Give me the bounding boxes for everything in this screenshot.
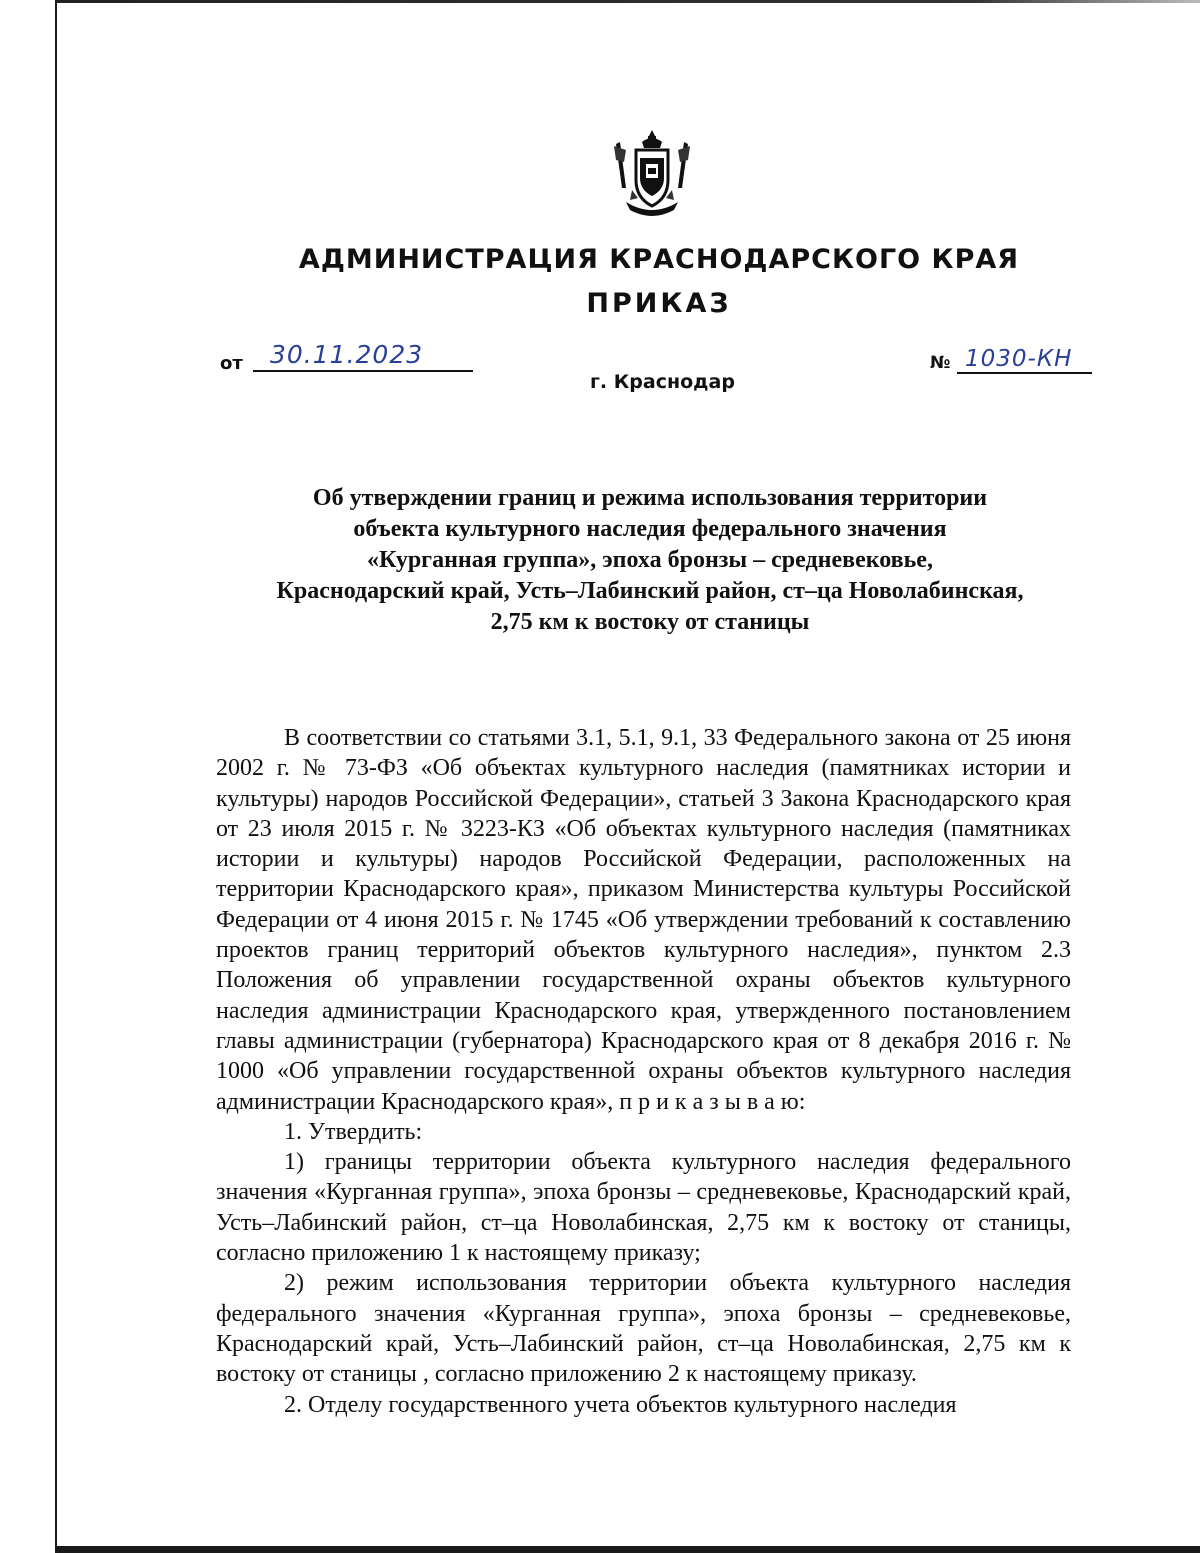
document-title <box>230 483 1070 638</box>
date-label: от <box>220 353 243 374</box>
order-word: п р и к а з ы в а ю: <box>619 1088 806 1115</box>
document-type: ПРИКАЗ <box>586 288 732 319</box>
title-line: объекта культурного наследия федерального значения <box>353 516 947 542</box>
item-1-2: 2) режим использования территории объекта культурного наследия федерального значения «Курганная группа», эпоха бронзы – средневековье, Краснодарский край, Усть–Лабинский район, ст–ца Новолабинская, 2,75 км к востоку от станицы , согласно приложению 2 к настоящему приказу. <box>216 1270 1071 1388</box>
scan-edge-left <box>55 0 57 1553</box>
title-line: 2,75 км к востоку от станицы <box>490 609 810 635</box>
item-2: 2. Отделу государственного учета объектов культурного наследия <box>284 1391 957 1418</box>
coat-of-arms-icon <box>612 128 692 224</box>
handwritten-date: 30.11.2023 <box>270 340 424 369</box>
item-1: 1. Утвердить: <box>284 1118 423 1145</box>
number-label: № <box>930 353 951 373</box>
title-line: Об утверждении границ и режима использования территории <box>312 485 988 511</box>
organization-name: АДМИНИСТРАЦИЯ КРАСНОДАРСКОГО КРАЯ <box>298 244 1020 275</box>
document-body <box>216 723 1071 1420</box>
item-1-1: 1) границы территории объекта культурного наследия федерального значения «Курганная группа», эпоха бронзы – средневековье, Краснодарский край, Усть–Лабинский район, ст–ца Новолабинская, 2,75 км к востоку от станицы, согласно приложению 1 к настоящему приказу; <box>216 1149 1071 1267</box>
title-line: Краснодарский край, Усть–Лабинский район, ст–ца Новолабинская, <box>276 578 1024 604</box>
title-line: «Курганная группа», эпоха бронзы – средневековье, <box>367 547 933 573</box>
date-underline <box>253 370 473 372</box>
city: г. Краснодар <box>590 371 735 393</box>
handwritten-number: 1030-КН <box>965 346 1073 372</box>
preamble-paragraph <box>216 723 1071 1117</box>
number-underline <box>957 372 1092 374</box>
scan-edge-bottom <box>55 1546 1200 1553</box>
preamble-text: В соответствии со статьями 3.1, 5.1, 9.1, 33 Федерального закона от 25 июня 2002 г. № 73-ФЗ «Об объектах культурного наследия (памятниках истории и культуры) народов Российской Федерации», статьей 3 Закона Краснодарского края от 23 июля 2015 г. № 3223-КЗ «Об объектах культурного наследия (памятниках истории и культуры) народов Российской Федерации, расположенных на территории Краснодарского края», приказом Министерства культуры Российской Федерации от 4 июня 2015 г. № 1745 «Об утверждении требований к составлению проектов границ территорий объектов культурного наследия», пунктом 2.3 Положения об управлении государственной охраны объектов культурного наследия администрации Краснодарского края, утвержденного постановлением главы администрации (губернатора) Краснодарского края от 8 декабря 2016 г. № 1000 «Об управлении государственной охраны объектов культурного наследия администрации Краснодарского края», <box>216 725 1071 1115</box>
scan-edge-top <box>55 0 1200 3</box>
